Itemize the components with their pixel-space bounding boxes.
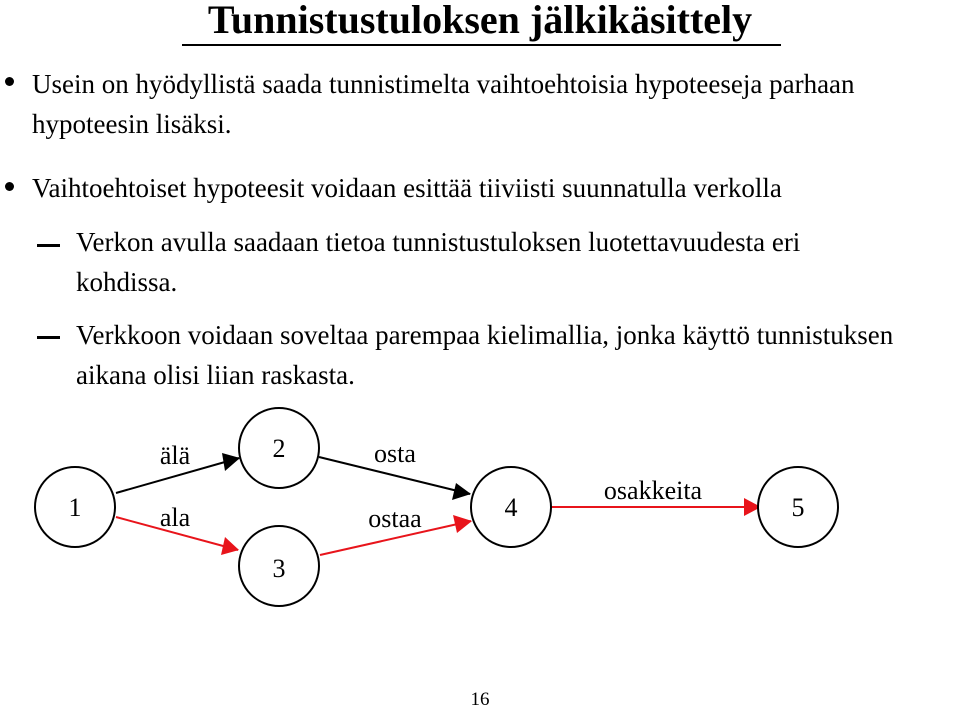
arrowhead (221, 537, 239, 555)
slide-title: Tunnistustuloksen jälkikäsittely (207, 0, 753, 42)
graph-node (35, 467, 115, 547)
bullet-text: Usein on hyödyllistä saada tunnistimelta vaihtoehtoisia hypoteeseja parhaan hypoteesin lisäksi. (32, 69, 855, 139)
edge-label: ostaa (368, 504, 422, 533)
sub-bullet-dash (37, 244, 60, 247)
node-label: 3 (272, 554, 286, 583)
node-label: 5 (791, 493, 805, 522)
node-label: 2 (272, 434, 286, 463)
page-number: 16 (470, 689, 490, 710)
sub-bullet-text: Verkon avulla saadaan tietoa tunnistustuloksen luotettavuudesta eri kohdissa. (76, 227, 801, 297)
node-label: 4 (504, 493, 518, 522)
sub-bullet-dash (37, 336, 60, 339)
bullet-dot (5, 182, 14, 191)
arrowhead (453, 515, 472, 533)
graph-node (239, 526, 319, 606)
edge-label: osakkeita (603, 476, 703, 505)
graph-node (471, 467, 551, 547)
graph-node (239, 408, 319, 488)
node-label: 1 (68, 493, 82, 522)
arrowhead (452, 483, 471, 500)
edge-label: ala (159, 503, 191, 532)
arrowhead (222, 453, 240, 471)
edge-label: älä (159, 441, 191, 470)
hypothesis-lattice (0, 400, 960, 640)
sub-bullet-text: Verkkoon voidaan soveltaa parempaa kielimallia, jonka käyttö tunnistuksen aikana olisi liian raskasta. (76, 320, 894, 390)
title-underline (182, 44, 781, 46)
bullet-dot (5, 77, 14, 86)
bullet-text: Vaihtoehtoiset hypoteesit voidaan esittää tiiviisti suunnatulla verkolla (32, 173, 782, 203)
edge-label: osta (374, 439, 416, 468)
graph-node (758, 467, 838, 547)
